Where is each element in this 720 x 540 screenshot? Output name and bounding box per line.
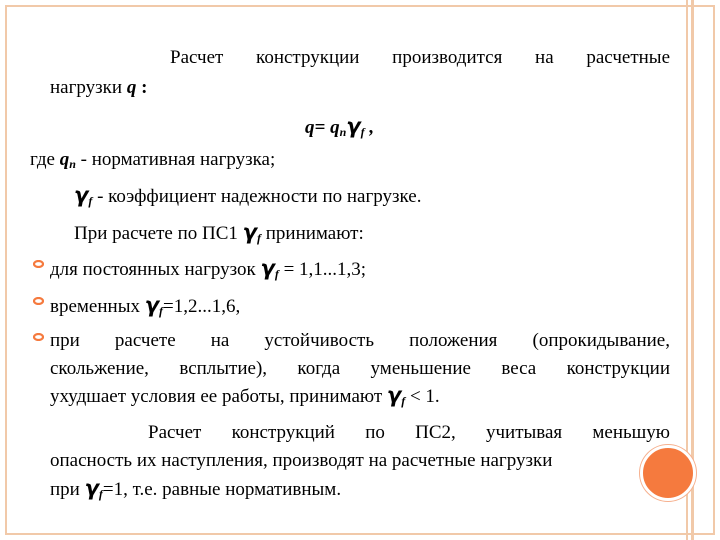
gamma-symbol: γ <box>144 293 160 317</box>
bullet-item-2 <box>50 290 240 323</box>
bullet-text: временных <box>50 296 140 317</box>
bullet-text: для постоянных нагрузок <box>50 259 256 280</box>
ps2-line-3 <box>50 473 341 506</box>
gamma-symbol: γ <box>242 220 257 244</box>
bullet-value: < 1. <box>409 386 440 407</box>
sub-f: f <box>401 394 406 408</box>
formula-tail: , <box>364 117 375 138</box>
bullet-value: = 1,1...1,3; <box>283 259 367 280</box>
var-q: q <box>126 77 137 98</box>
gamma-symbol: γ <box>74 183 89 207</box>
bullet-icon <box>33 333 44 341</box>
intro-text: Расчет конструкции производится на расчетные <box>170 47 670 68</box>
bullet-text: ухудшает условия ее работы, принимают <box>50 386 383 407</box>
ps2-line-1 <box>148 418 670 448</box>
bullet-item-3-line-3 <box>50 380 440 413</box>
var-q: q <box>59 149 70 170</box>
ps2-text: =1, т.е. равные нормативным. <box>102 479 342 500</box>
intro-line-2 <box>50 73 147 103</box>
sub-f: f <box>159 304 164 318</box>
formula-sub-n: n <box>339 125 347 139</box>
ps2-text: при <box>50 479 80 500</box>
bullet-item-3-line-1 <box>50 326 670 356</box>
gamma-symbol: γ <box>346 114 361 138</box>
formula-lhs: q= q <box>305 117 340 138</box>
ps2-text: Расчет конструкций по ПС2, учитывая меньшую <box>148 422 670 443</box>
gamma-def-text: - коэффициент надежности по нагрузке. <box>97 186 422 207</box>
formula <box>305 111 374 144</box>
ps1-prefix: При расчете по ПС1 <box>74 223 238 244</box>
bullet-icon <box>33 260 44 268</box>
where-line <box>30 145 275 176</box>
sub-f: f <box>274 267 279 281</box>
colon: : <box>141 77 148 98</box>
ps2-line-2 <box>50 446 552 476</box>
intro-text-2: нагрузки <box>50 77 123 98</box>
bullet-item-1 <box>50 253 366 286</box>
ps1-line <box>74 217 364 250</box>
gamma-symbol: γ <box>84 476 99 500</box>
sub-f: f <box>88 194 93 208</box>
ps1-suffix: принимают: <box>265 223 364 244</box>
bullet-text: при расчете на устойчивость положения (опрокидывание, <box>50 330 670 351</box>
ps2-text: опасность их наступления, производят на расчетные нагрузки <box>50 450 553 471</box>
intro-line-1 <box>170 43 670 73</box>
where-text: - нормативная нагрузка; <box>80 149 276 170</box>
bullet-text: скольжение, всплытие), когда уменьшение веса конструкции <box>50 358 670 379</box>
sub-f: f <box>256 231 261 245</box>
where-prefix: где <box>30 149 55 170</box>
formula-sub-f: f <box>360 125 365 139</box>
sub-n: n <box>69 157 76 171</box>
bullet-icon <box>33 297 44 305</box>
gamma-symbol: γ <box>386 383 402 407</box>
gamma-def-line <box>74 180 421 213</box>
sub-f: f <box>98 487 103 501</box>
gamma-symbol: γ <box>260 256 275 280</box>
bullet-value: =1,2...1,6, <box>163 296 241 317</box>
